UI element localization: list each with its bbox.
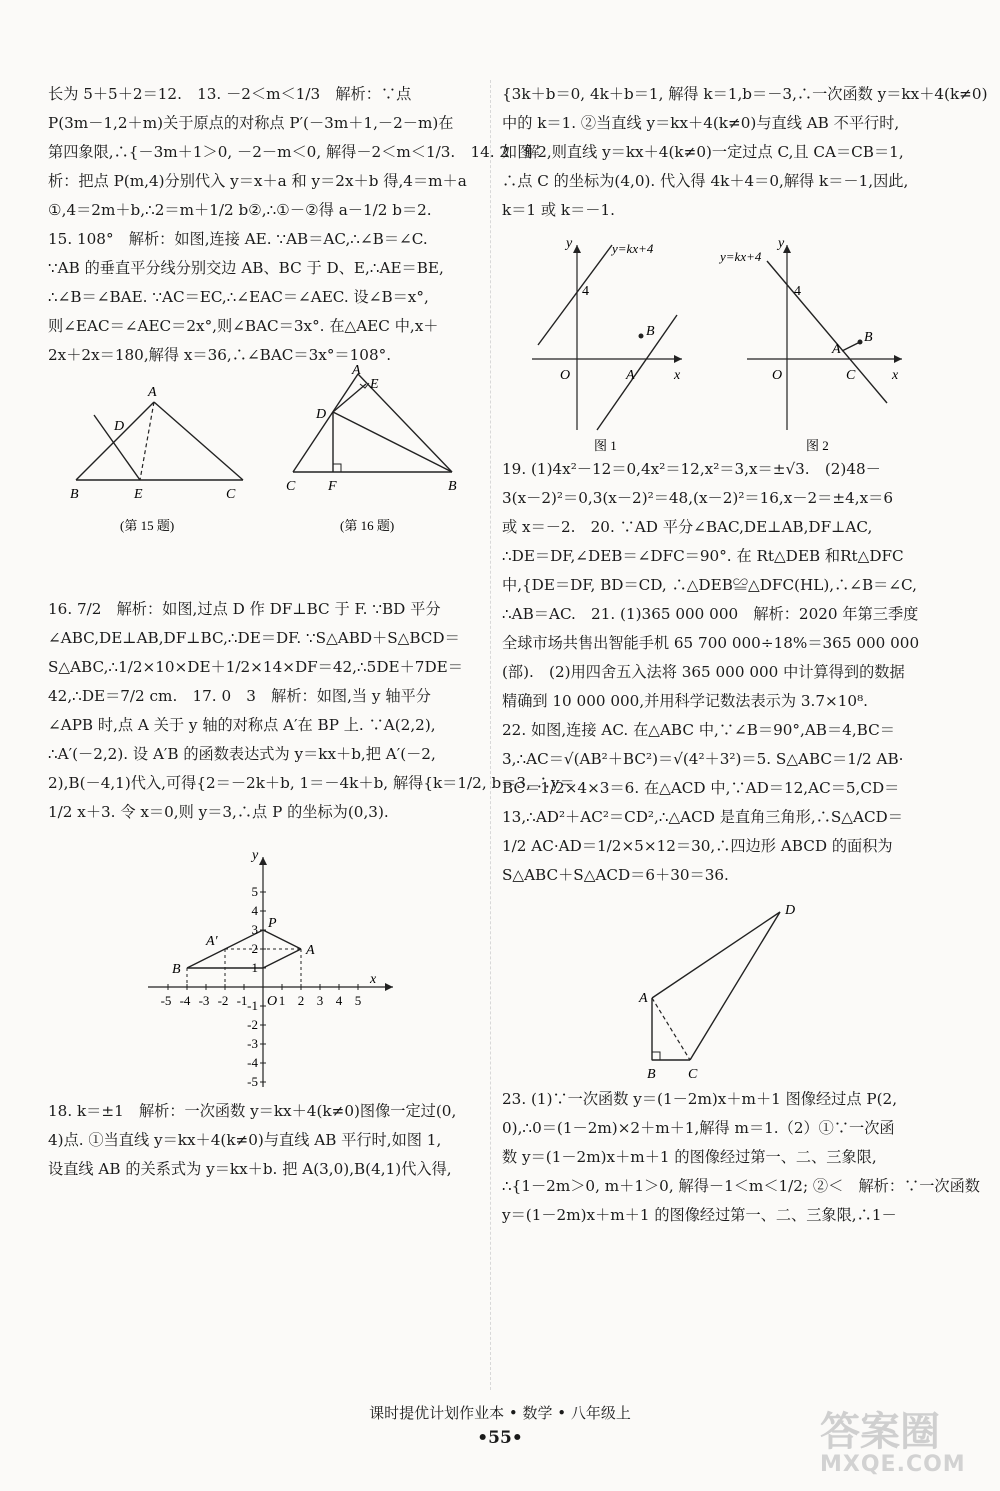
figure-22 (502, 890, 950, 1085)
text-line: 设直线 AB 的关系式为 y＝kx＋b. 把 A(3,0),B(4,1)代入得, (48, 1160, 452, 1178)
graph17-label-p: P (268, 916, 277, 931)
text-line: BC＝1/2×4×3＝6. 在△ACD 中,∵AD＝12,AC＝5,CD＝ (502, 779, 900, 797)
text-line: k＝1 或 k＝－1. (502, 201, 615, 219)
graph17-label-y: y (252, 848, 259, 863)
right-column (502, 80, 988, 1230)
graph17-xtick: -3 (198, 993, 210, 1008)
text-line: 42,∴DE＝7/2 cm. 17. 0 3 解析：如图,当 y 轴平分 (48, 687, 431, 705)
fig1-label-o: O (560, 368, 571, 383)
graph17-ytick: -2 (247, 1017, 258, 1032)
fig16-label-c: C (286, 479, 296, 494)
text-line: 3(x－2)²＝0,3(x－2)²＝48,(x－2)²＝16,x－2＝±4,x＝6 (502, 489, 893, 507)
graph17-xtick: 2 (297, 993, 305, 1008)
graph17-ytick: 1 (251, 960, 258, 975)
graph17-xtick: -4 (179, 993, 191, 1008)
left-text-block-2 (48, 595, 575, 827)
left-text-block-3 (48, 1097, 488, 1184)
fig2-label-4: 4 (794, 284, 801, 299)
text-line: ∴DE＝DF,∠DEB＝∠DFC＝90°. 在 Rt△DEB 和Rt△DFC (502, 547, 904, 565)
fig22-label-c: C (688, 1067, 698, 1082)
graph17-ytick: -5 (247, 1074, 258, 1089)
text-line: 15. 108° 解析：如图,连接 AE. ∵AB＝AC,∴∠B＝∠C. (48, 230, 428, 248)
text-line: ∴{1－2m＞0, m＋1＞0, 解得－1＜m＜1/2; ②＜ 解析：∵一次函数 (502, 1177, 980, 1195)
fig16-label-b: B (448, 479, 457, 494)
text-line: 2x＋2x＝180,解得 x＝36,∴∠BAC＝3x°＝108°. (48, 346, 392, 364)
text-line: y＝(1－2m)x＋m＋1 的图像经过第一、二、三象限,∴1－ (502, 1206, 897, 1224)
fig15-label-a: A (148, 385, 157, 400)
text-line: 22. 如图,连接 AC. 在△ABC 中,∵∠B＝90°,AB＝4,BC＝ (502, 721, 895, 739)
fig1-label-b: B (646, 324, 655, 339)
text-line: ∵AB 的垂直平分线分别交边 AB、BC 于 D、E,∴AE＝BE, (48, 259, 444, 277)
fig15-caption: (第 15 题) (120, 518, 175, 533)
text-line: 4)点. ①当直线 y＝kx＋4(k≠0)与直线 AB 平行时,如图 1, (48, 1131, 442, 1149)
page-number: •55• (477, 1428, 523, 1448)
text-line: 18. k＝±1 解析：一次函数 y＝kx＋4(k≠0)图像一定过(0, (48, 1102, 457, 1120)
text-line: S△ABC,∴1/2×10×DE＋1/2×14×DF＝42,∴5DE＋7DE＝ (48, 658, 463, 676)
graph17-ytick: 3 (251, 922, 258, 937)
fig16-label-e: E (370, 377, 379, 392)
fig2-label-x: x (892, 368, 899, 383)
text-line: 1/2 x＋3. 令 x＝0,则 y＝3,∴点 P 的坐标为(0,3). (48, 803, 389, 821)
fig1-label-4: 4 (582, 284, 589, 299)
text-line: 数 y＝(1－2m)x＋m＋1 的图像经过第一、二、三象限, (502, 1148, 877, 1166)
footer-title: 课时提优计划作业本 • 数学 • 八年级上 (369, 1404, 631, 1422)
fig2-label-y: y (778, 236, 785, 251)
graph17-xtick: 5 (354, 993, 362, 1008)
graph17-ytick: -4 (247, 1055, 258, 1070)
text-line: 23. (1)∵一次函数 y＝(1－2m)x＋m＋1 图像经过点 P(2, (502, 1090, 898, 1108)
text-line: ∠APB 时,点 A 关于 y 轴的对称点 A′在 BP 上. ∵A(2,2), (48, 716, 436, 734)
graph17-ytick: 5 (251, 884, 258, 899)
graph17-ytick: -1 (247, 998, 258, 1013)
text-line: 第四象限,∴{－3m＋1＞0, －2－m＜0, 解得－2＜m＜1/3. 14. 2 解 (48, 143, 540, 161)
figure-15 (70, 385, 243, 533)
fig1-label-line: y=kx+4 (612, 241, 654, 256)
graph17-ytick: 2 (251, 941, 258, 956)
graph17-label-x: x (370, 972, 377, 987)
watermark-logo: 答案圈 (820, 1409, 940, 1455)
text-line: 2),B(－4,1)代入,可得{2＝－2k＋b, 1＝－4k＋b, 解得{k＝1/2, b＝3, ∴y＝ (48, 774, 575, 792)
fig22-label-b: B (647, 1067, 656, 1082)
text-line: ∴AB＝AC. 21. (1)365 000 000 解析：2020 年第三季度 (502, 605, 919, 623)
graph17-xtick: -2 (217, 993, 229, 1008)
text-line: 则∠EAC＝∠AEC＝2x°,则∠BAC＝3x°. 在△AEC 中,x＋ (48, 317, 439, 335)
text-line: P(3m－1,2＋m)关于原点的对称点 P′(－3m＋1,－2－m)在 (48, 114, 454, 132)
text-line: 全球市场共售出智能手机 65 700 000÷18%＝365 000 000 (502, 634, 920, 652)
graph17-label-a-prime: A′ (206, 934, 218, 949)
left-text-block-1 (48, 80, 540, 370)
fig1-caption: 图 1 (594, 438, 617, 453)
graph17-label-o: O (267, 994, 278, 1009)
graph17-xtick: -1 (236, 993, 248, 1008)
text-line: 0),∴0＝(1－2m)×2＋m＋1,解得 m＝1.（2）①∵一次函 (502, 1119, 895, 1137)
figure-16 (286, 363, 457, 533)
graph17-ytick: 4 (251, 903, 258, 918)
fig1-label-y: y (566, 236, 573, 251)
fig2-label-c: C (846, 368, 856, 383)
fig16-caption: (第 16 题) (340, 518, 395, 533)
text-line: {3k＋b＝0, 4k＋b＝1, 解得 k＝1,b＝－3,∴一次函数 y＝kx＋4(k≠0) (502, 85, 988, 103)
text-line: ∴点 C 的坐标为(4,0). 代入得 4k＋4＝0,解得 k＝－1,因此, (502, 172, 909, 190)
graph17-xtick: 1 (278, 993, 286, 1008)
text-line: 或 x＝－2. 20. ∵AD 平分∠BAC,DE⊥AB,DF⊥AC, (502, 518, 873, 536)
text-line: (部). (2)用四舍五入法将 365 000 000 中计算得到的数据 (502, 663, 905, 681)
right-text-block-2 (502, 455, 950, 890)
graph17-xtick: -5 (160, 993, 172, 1008)
graph-17 (48, 827, 488, 1097)
text-line: 1/2 AC·AD＝1/2×5×12＝30,∴四边形 ABCD 的面积为 (502, 837, 893, 855)
fig15-label-e: E (134, 487, 143, 502)
fig2-label-o: O (772, 368, 783, 383)
graph17-label-b: B (172, 962, 181, 977)
figures-15-16 (48, 363, 488, 595)
text-line: 3,∴AC＝√(AB²＋BC²)＝√(4²＋3²)＝5. S△ABC＝1/2 AB· (502, 750, 904, 768)
figure-1 (532, 236, 682, 453)
graph17-xtick: 3 (316, 993, 324, 1008)
text-line: 16. 7/2 解析：如图,过点 D 作 DF⊥BC 于 F. ∵BD 平分 (48, 600, 441, 618)
text-line: 如图 2,则直线 y＝kx＋4(k≠0)一定过点 C,且 CA＝CB＝1, (502, 143, 904, 161)
fig16-label-a: A (352, 363, 361, 378)
text-line: 长为 5＋5＋2＝12. 13. －2＜m＜1/3 解析：∵点 (48, 85, 412, 103)
text-line: 精确到 10 000 000,并用科学记数法表示为 3.7×10⁸. (502, 692, 868, 710)
watermark-site: MXQE.COM (820, 1452, 966, 1477)
fig22-label-a: A (639, 991, 648, 1006)
fig1-label-x: x (674, 368, 681, 383)
fig2-label-b: B (864, 330, 873, 345)
figures-1-2 (502, 225, 950, 455)
text-line: 中,{DE＝DF, BD＝CD, ∴△DEB≌△DFC(HL),∴∠B＝∠C, (502, 576, 917, 594)
text-line: 13,∴AD²＋AC²＝CD²,∴△ACD 是直角三角形,∴S△ACD＝ (502, 808, 903, 826)
fig2-label-a: A (832, 342, 841, 357)
fig16-label-f: F (328, 479, 337, 494)
fig2-caption: 图 2 (806, 438, 829, 453)
text-line: S△ABC＋S△ACD＝6＋30＝36. (502, 866, 729, 884)
right-text-block-1 (502, 80, 988, 225)
text-line: 中的 k＝1. ②当直线 y＝kx＋4(k≠0)与直线 AB 不平行时, (502, 114, 900, 132)
figure-2 (718, 236, 902, 453)
graph17-xtick: 4 (335, 993, 343, 1008)
text-line: 析：把点 P(m,4)分别代入 y＝x＋a 和 y＝2x＋b 得,4＝m＋a (48, 172, 467, 190)
text-line: ∴A′(－2,2). 设 A′B 的函数表达式为 y＝kx＋b,把 A′(－2, (48, 745, 436, 763)
text-line: ∠ABC,DE⊥AB,DF⊥BC,∴DE＝DF. ∵S△ABD＋S△BCD＝ (48, 629, 460, 647)
graph17-ytick: -3 (247, 1036, 258, 1051)
column-divider (490, 80, 492, 1390)
fig15-label-b: B (70, 487, 79, 502)
fig1-label-a: A (626, 368, 635, 383)
text-line: ∴∠B＝∠BAE. ∵AC＝EC,∴∠EAC＝∠AEC. 设∠B＝x°, (48, 288, 429, 306)
fig15-label-c: C (226, 487, 236, 502)
graph17-label-a: A (306, 943, 315, 958)
fig16-label-d: D (316, 407, 327, 422)
text-line: 19. (1)4x²－12＝0,4x²＝12,x²＝3,x＝±√3. (2)48－ (502, 460, 881, 478)
right-text-block-3 (502, 1085, 980, 1230)
text-line: ①,4＝2m＋b,∴2＝m＋1/2 b②,∴①－②得 a－1/2 b＝2. (48, 201, 432, 219)
fig15-label-d: D (114, 419, 125, 434)
fig22-label-d: D (785, 903, 796, 918)
fig2-label-line: y=kx+4 (720, 249, 762, 264)
